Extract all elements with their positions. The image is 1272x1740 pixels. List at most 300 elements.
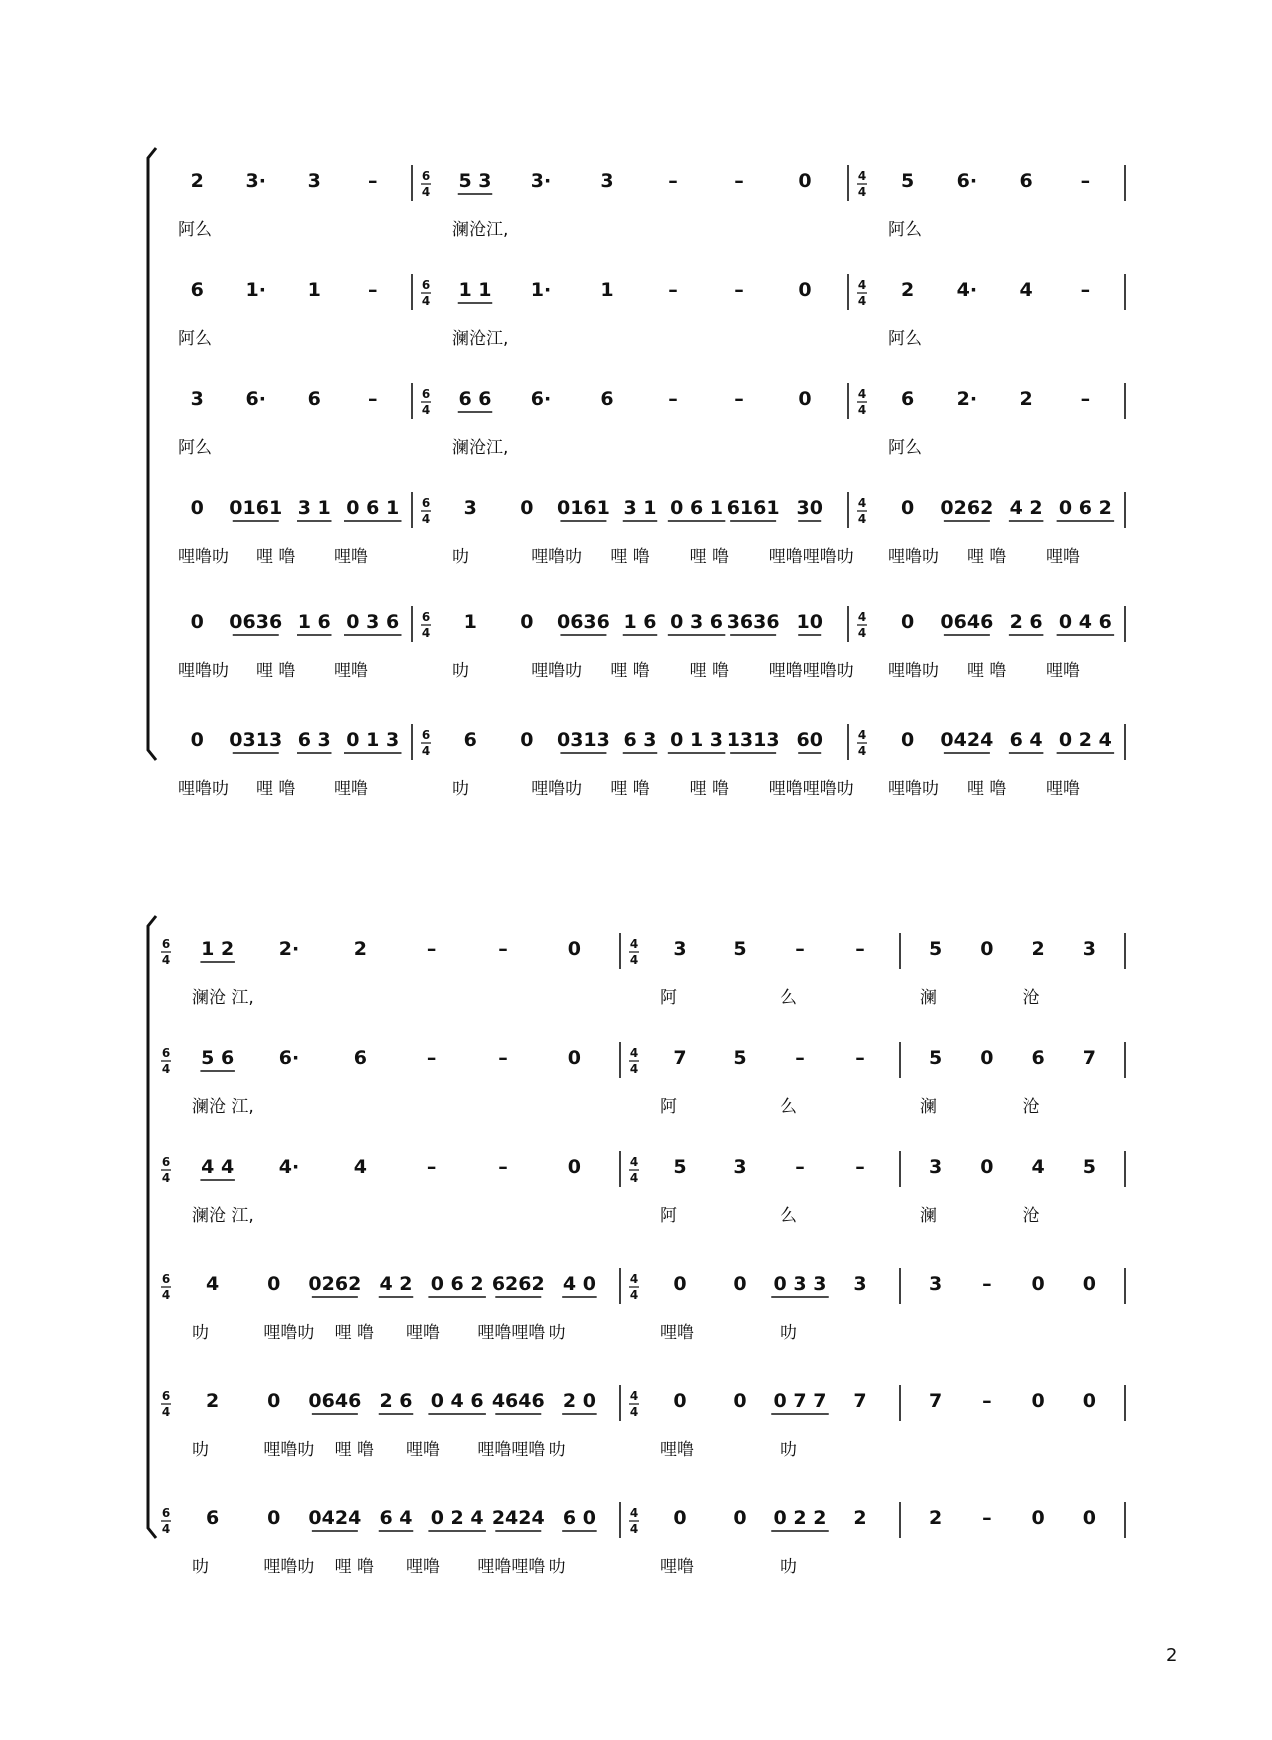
- lyric-syllable: 么: [780, 1206, 797, 1226]
- jianpu-note: –: [734, 388, 744, 410]
- jianpu-note: 0: [567, 1156, 581, 1178]
- time-signature-denominator: 4: [857, 512, 867, 526]
- jianpu-note: 0: [567, 938, 581, 960]
- jianpu-note: 5: [929, 1047, 943, 1069]
- jianpu-note: 5: [929, 938, 943, 960]
- jianpu-note: 5 6: [201, 1047, 235, 1069]
- time-signature-numerator: 6: [421, 387, 431, 401]
- time-signature-numerator: 4: [629, 1046, 639, 1060]
- jianpu-note: 0646: [308, 1390, 362, 1412]
- jianpu-note: 3: [853, 1273, 867, 1295]
- jianpu-note: 0: [980, 1156, 994, 1178]
- lyric-syllable: 哩噜: [660, 1557, 694, 1577]
- lyric-syllable: 叻: [452, 779, 469, 799]
- jianpu-note: 1 2: [201, 938, 235, 960]
- jianpu-note: 0161: [229, 497, 283, 519]
- jianpu-note: 0: [798, 170, 812, 192]
- jianpu-note: 0 1 3: [346, 729, 400, 751]
- jianpu-note: 6·: [278, 1047, 300, 1069]
- lyric-syllable: 叻: [452, 661, 469, 681]
- jianpu-note: 0: [1082, 1390, 1096, 1412]
- jianpu-note: 7: [929, 1390, 943, 1412]
- jianpu-note: 0: [798, 388, 812, 410]
- lyric-syllable: 澜沧 江,: [192, 1097, 254, 1117]
- jianpu-note: 0: [1031, 1390, 1045, 1412]
- lyric-syllable: 阿么: [178, 220, 212, 240]
- lyric-syllable: 哩噜: [660, 1440, 694, 1460]
- jianpu-note: 0: [1031, 1273, 1045, 1295]
- jianpu-note: 0 2 4: [1058, 729, 1112, 751]
- jianpu-note: –: [734, 279, 744, 301]
- time-signature-numerator: 6: [421, 278, 431, 292]
- lyric-syllable: 哩噜: [406, 1440, 440, 1460]
- time-signature-numerator: 4: [629, 1155, 639, 1169]
- jianpu-note: 6: [463, 729, 477, 751]
- jianpu-note: 3: [929, 1273, 943, 1295]
- jianpu-note: –: [855, 938, 865, 960]
- jianpu-note: 0: [190, 497, 204, 519]
- jianpu-note: 0161: [556, 497, 610, 519]
- time-signature-denominator: 4: [629, 1522, 639, 1536]
- jianpu-note: 6: [353, 1047, 367, 1069]
- jianpu-note: 0262: [308, 1273, 362, 1295]
- lyric-syllable: 哩噜叻: [888, 661, 939, 681]
- jianpu-note: 0: [1082, 1507, 1096, 1529]
- jianpu-note: 0 4 6: [430, 1390, 484, 1412]
- jianpu-note: –: [498, 938, 508, 960]
- jianpu-note: 3·: [245, 170, 266, 192]
- jianpu-note: 0: [190, 611, 204, 633]
- jianpu-note: 1: [307, 279, 321, 301]
- jianpu-note: –: [795, 1156, 805, 1178]
- jianpu-note: 0: [1031, 1507, 1045, 1529]
- lyric-syllable: 阿么: [888, 220, 922, 240]
- jianpu-note: 1 6: [623, 611, 657, 633]
- lyric-syllable: 哩 噜: [689, 779, 730, 799]
- lyric-syllable: 哩噜: [1046, 661, 1080, 681]
- jianpu-note: 0 6 1: [670, 497, 724, 519]
- jianpu-note: 2424: [491, 1507, 545, 1529]
- jianpu-note: 0 3 3: [773, 1273, 827, 1295]
- jianpu-note: –: [1080, 170, 1091, 192]
- jianpu-note: –: [426, 1047, 437, 1069]
- lyric-syllable: 阿: [660, 1206, 677, 1226]
- jianpu-note: 6: [205, 1507, 220, 1529]
- jianpu-note: 30: [796, 497, 823, 519]
- lyric-syllable: 哩噜: [406, 1323, 440, 1343]
- jianpu-note: 4·: [278, 1156, 300, 1178]
- jianpu-note: 6·: [245, 388, 266, 410]
- jianpu-note: 6: [1031, 1047, 1045, 1069]
- jianpu-note: 6 0: [562, 1507, 596, 1529]
- lyric-syllable: 哩噜哩噜: [477, 1440, 546, 1460]
- jianpu-note: 0424: [940, 729, 994, 751]
- jianpu-note: –: [368, 388, 378, 410]
- jianpu-note: –: [855, 1047, 865, 1069]
- lyric-syllable: 沧: [1022, 1097, 1040, 1117]
- time-signature-numerator: 4: [857, 169, 867, 183]
- time-signature-numerator: 6: [161, 1046, 171, 1060]
- jianpu-note: 1 1: [458, 279, 492, 301]
- jianpu-note: 0636: [556, 611, 610, 633]
- jianpu-note: 1313: [726, 729, 780, 751]
- time-signature-numerator: 6: [421, 610, 431, 624]
- jianpu-note: 6: [307, 388, 321, 410]
- time-signature-denominator: 4: [857, 294, 867, 308]
- jianpu-note: 0: [267, 1273, 281, 1295]
- lyric-syllable: 哩噜叻: [178, 547, 229, 567]
- lyric-syllable: 叻: [780, 1557, 797, 1577]
- jianpu-note: 2 6: [1009, 611, 1043, 633]
- jianpu-note: 3: [600, 170, 614, 192]
- time-signature-numerator: 4: [629, 1272, 639, 1286]
- jianpu-note: 6·: [956, 170, 978, 192]
- jianpu-note: 0262: [940, 497, 994, 519]
- lyric-syllable: 叻: [192, 1557, 209, 1577]
- jianpu-note: –: [734, 170, 744, 192]
- jianpu-note: 3636: [726, 611, 780, 633]
- lyric-syllable: 澜: [920, 1097, 937, 1117]
- jianpu-note: 0: [980, 1047, 994, 1069]
- lyric-syllable: 阿么: [178, 438, 212, 458]
- jianpu-note: –: [982, 1390, 992, 1412]
- lyric-syllable: 哩 噜: [967, 547, 1007, 567]
- lyric-syllable: 哩噜: [1046, 547, 1080, 567]
- jianpu-note: 3: [190, 388, 204, 410]
- lyric-syllable: 哩噜叻: [263, 1557, 315, 1577]
- time-signature-denominator: 4: [857, 744, 867, 758]
- jianpu-note: 0 6 2: [430, 1273, 484, 1295]
- jianpu-note: 0 3 6: [670, 611, 724, 633]
- lyric-syllable: 哩 噜: [334, 1440, 375, 1460]
- jianpu-note: 0: [733, 1390, 747, 1412]
- lyric-syllable: 哩 噜: [334, 1557, 375, 1577]
- jianpu-note: 2·: [278, 938, 300, 960]
- lyric-syllable: 哩 噜: [256, 779, 296, 799]
- lyric-syllable: 哩 噜: [610, 661, 650, 681]
- jianpu-note: 0: [267, 1507, 281, 1529]
- page-number: 2: [1166, 1645, 1178, 1666]
- lyric-syllable: 阿么: [178, 329, 212, 349]
- lyric-syllable: 阿么: [888, 329, 922, 349]
- jianpu-note: 6262: [491, 1273, 545, 1295]
- jianpu-note: 0: [673, 1273, 687, 1295]
- lyric-syllable: 叻: [548, 1323, 566, 1343]
- jianpu-note: –: [368, 279, 378, 301]
- lyric-syllable: 澜沧 江,: [192, 1206, 254, 1226]
- jianpu-note: 3·: [530, 170, 552, 192]
- time-signature-denominator: 4: [161, 1288, 171, 1302]
- lyric-syllable: 哩 噜: [610, 547, 650, 567]
- jianpu-note: 0: [798, 279, 812, 301]
- score-text: [162, 169, 1112, 1577]
- jianpu-note: 2: [1019, 388, 1033, 410]
- jianpu-note: 0: [1082, 1273, 1096, 1295]
- jianpu-note: 6: [1019, 170, 1033, 192]
- time-signature-denominator: 4: [161, 1062, 171, 1076]
- lyric-syllable: 哩 噜: [967, 779, 1007, 799]
- time-signature-numerator: 4: [857, 278, 867, 292]
- jianpu-note: 4 4: [201, 1156, 235, 1178]
- jianpu-note: 6·: [530, 388, 552, 410]
- lyric-syllable: 叻: [780, 1323, 797, 1343]
- jianpu-note: –: [498, 1047, 508, 1069]
- jianpu-note: 0646: [940, 611, 994, 633]
- jianpu-note: 6 3: [297, 729, 331, 751]
- lyric-syllable: 阿么: [888, 438, 922, 458]
- jianpu-note: 7: [673, 1047, 687, 1069]
- time-signature-numerator: 4: [857, 496, 867, 510]
- jianpu-note: 2: [901, 279, 915, 301]
- time-signature-numerator: 6: [421, 169, 431, 183]
- jianpu-note: 6 4: [1009, 729, 1043, 751]
- jianpu-note: 4 0: [562, 1273, 596, 1295]
- lyric-syllable: 澜沧江,: [452, 438, 509, 458]
- jianpu-note: 6161: [726, 497, 780, 519]
- time-signature-numerator: 4: [629, 1506, 639, 1520]
- jianpu-note: –: [426, 1156, 437, 1178]
- jianpu-note: 0: [901, 729, 915, 751]
- jianpu-note: 7: [853, 1390, 867, 1412]
- time-signature-numerator: 6: [421, 496, 431, 510]
- jianpu-note: –: [982, 1507, 992, 1529]
- jianpu-note: 0: [901, 497, 915, 519]
- lyric-syllable: 澜沧江,: [452, 329, 509, 349]
- time-signature-denominator: 4: [857, 185, 867, 199]
- lyric-syllable: 哩噜叻: [531, 779, 583, 799]
- jianpu-note: –: [795, 938, 805, 960]
- jianpu-note: 0313: [229, 729, 283, 751]
- jianpu-note: 0: [567, 1047, 581, 1069]
- jianpu-note: 2 0: [562, 1390, 596, 1412]
- jianpu-note: 5: [901, 170, 915, 192]
- jianpu-note: 0: [673, 1507, 687, 1529]
- lyric-syllable: 阿: [660, 1097, 677, 1117]
- lyric-syllable: 哩噜哩噜: [477, 1557, 546, 1577]
- jianpu-note: 5: [733, 1047, 747, 1069]
- lyric-syllable: 哩噜: [334, 661, 368, 681]
- jianpu-note: 3: [1082, 938, 1096, 960]
- jianpu-note: –: [426, 938, 437, 960]
- lyric-syllable: 哩噜: [1046, 779, 1080, 799]
- jianpu-note: 5: [733, 938, 747, 960]
- lyric-syllable: 哩噜叻: [888, 779, 939, 799]
- jianpu-note: 4 2: [1009, 497, 1043, 519]
- time-signature-denominator: 4: [161, 1405, 171, 1419]
- jianpu-note: –: [1080, 279, 1091, 301]
- jianpu-note: 6 6: [458, 388, 492, 410]
- jianpu-note: 0: [673, 1390, 687, 1412]
- lyric-syllable: 哩噜哩噜叻: [768, 547, 854, 567]
- time-signature-denominator: 4: [629, 1171, 639, 1185]
- lyric-syllable: 哩噜: [334, 547, 368, 567]
- lyric-syllable: 哩噜叻: [888, 547, 939, 567]
- time-signature-numerator: 4: [857, 387, 867, 401]
- jianpu-note: –: [982, 1273, 992, 1295]
- jianpu-note: 0 1 3: [670, 729, 724, 751]
- lyric-syllable: 哩噜叻: [531, 661, 583, 681]
- time-signature-denominator: 4: [421, 294, 431, 308]
- jianpu-note: 0 6 2: [1058, 497, 1112, 519]
- jianpu-note: 0: [520, 611, 534, 633]
- lyric-syllable: 哩噜叻: [263, 1440, 315, 1460]
- jianpu-note: 3: [733, 1156, 747, 1178]
- jianpu-note: 4: [1031, 1156, 1045, 1178]
- time-signature-denominator: 4: [857, 403, 867, 417]
- lyric-syllable: 哩 噜: [256, 547, 296, 567]
- system-bracket: [148, 148, 156, 760]
- jianpu-note: 3: [307, 170, 321, 192]
- time-signature-denominator: 4: [421, 744, 431, 758]
- time-signature-denominator: 4: [421, 626, 431, 640]
- jianpu-note: 4: [1019, 279, 1033, 301]
- jianpu-note: 0 6 1: [346, 497, 400, 519]
- lyric-syllable: 哩噜: [334, 779, 368, 799]
- jianpu-note: –: [668, 279, 678, 301]
- lyric-syllable: 沧: [1022, 988, 1040, 1008]
- time-signature-numerator: 6: [421, 728, 431, 742]
- lyric-syllable: 澜: [920, 1206, 937, 1226]
- jianpu-note: 1·: [245, 279, 266, 301]
- jianpu-note: 1 6: [297, 611, 331, 633]
- lyric-syllable: 哩噜: [406, 1557, 440, 1577]
- jianpu-note: –: [795, 1047, 805, 1069]
- jianpu-note: 0: [733, 1273, 747, 1295]
- jianpu-note: 2: [205, 1390, 220, 1412]
- lyric-syllable: 叻: [192, 1323, 209, 1343]
- lyric-syllable: 叻: [452, 547, 469, 567]
- lyric-syllable: 沧: [1022, 1206, 1040, 1226]
- time-signature-denominator: 4: [629, 1062, 639, 1076]
- jianpu-note: –: [855, 1156, 865, 1178]
- lyric-syllable: 哩噜: [660, 1323, 694, 1343]
- time-signature-denominator: 4: [421, 512, 431, 526]
- jianpu-note: 6: [600, 388, 614, 410]
- lyric-syllable: 哩噜叻: [178, 661, 229, 681]
- jianpu-note: 2: [190, 170, 204, 192]
- time-signature-denominator: 4: [161, 1522, 171, 1536]
- jianpu-note: 0: [520, 729, 534, 751]
- jianpu-note: –: [668, 388, 678, 410]
- jianpu-note: 3 1: [623, 497, 657, 519]
- jianpu-note: 1·: [530, 279, 552, 301]
- time-signature-numerator: 4: [857, 728, 867, 742]
- jianpu-note: 6: [190, 279, 204, 301]
- lyric-syllable: 叻: [548, 1440, 566, 1460]
- lyric-syllable: 哩噜叻: [531, 547, 583, 567]
- lyric-syllable: 叻: [780, 1440, 797, 1460]
- jianpu-note: 4646: [491, 1390, 545, 1412]
- time-signature-numerator: 6: [161, 937, 171, 951]
- jianpu-note: 0 2 4: [430, 1507, 484, 1529]
- jianpu-note: 4·: [956, 279, 978, 301]
- jianpu-note: 2: [353, 938, 367, 960]
- lyric-syllable: 哩噜哩噜叻: [768, 661, 854, 681]
- jianpu-note: 0: [190, 729, 204, 751]
- lyric-syllable: 么: [780, 1097, 797, 1117]
- jianpu-note: 4: [353, 1156, 367, 1178]
- jianpu-note: 1: [463, 611, 477, 633]
- jianpu-note: 0313: [556, 729, 610, 751]
- time-signature-numerator: 6: [161, 1272, 171, 1286]
- lyric-syllable: 阿: [660, 988, 677, 1008]
- jianpu-note: –: [368, 170, 378, 192]
- lyric-syllable: 哩 噜: [256, 661, 296, 681]
- jianpu-note: –: [668, 170, 678, 192]
- time-signature-denominator: 4: [857, 626, 867, 640]
- system-bracket: [148, 916, 156, 1538]
- time-signature-denominator: 4: [421, 185, 431, 199]
- lyric-syllable: 哩 噜: [689, 661, 730, 681]
- lyric-syllable: 哩噜叻: [178, 779, 229, 799]
- jianpu-note: 0 4 6: [1058, 611, 1112, 633]
- jianpu-note: 6: [901, 388, 915, 410]
- lyric-syllable: 澜沧 江,: [192, 988, 254, 1008]
- jianpu-note: 10: [796, 611, 823, 633]
- time-signature-denominator: 4: [161, 1171, 171, 1185]
- jianpu-note: 0424: [308, 1507, 362, 1529]
- jianpu-note: 3 1: [297, 497, 331, 519]
- time-signature-numerator: 4: [857, 610, 867, 624]
- time-signature-denominator: 4: [629, 1288, 639, 1302]
- lyric-syllable: 叻: [192, 1440, 209, 1460]
- jianpu-note: 2: [853, 1507, 867, 1529]
- jianpu-note: 6 4: [379, 1507, 413, 1529]
- jianpu-note: 0 2 2: [773, 1507, 827, 1529]
- lyric-syllable: 哩 噜: [610, 779, 650, 799]
- time-signature-denominator: 4: [629, 953, 639, 967]
- jianpu-note: 0 7 7: [773, 1390, 827, 1412]
- lyric-syllable: 哩噜哩噜: [477, 1323, 546, 1343]
- lyric-syllable: 哩 噜: [967, 661, 1007, 681]
- jianpu-note: 0: [520, 497, 534, 519]
- jianpu-note: 5: [673, 1156, 687, 1178]
- jianpu-note: 0 3 6: [346, 611, 400, 633]
- jianpu-note: –: [1080, 388, 1091, 410]
- jianpu-note: 2: [1031, 938, 1045, 960]
- jianpu-note: 2·: [956, 388, 978, 410]
- time-signature-numerator: 6: [161, 1506, 171, 1520]
- jianpu-note: 0: [267, 1390, 281, 1412]
- time-signature-numerator: 4: [629, 1389, 639, 1403]
- jianpu-note: 6 3: [623, 729, 657, 751]
- time-signature-denominator: 4: [161, 953, 171, 967]
- time-signature-numerator: 4: [629, 937, 639, 951]
- lyric-syllable: 澜: [920, 988, 937, 1008]
- lyric-syllable: 哩 噜: [334, 1323, 375, 1343]
- lyric-syllable: 哩噜哩噜叻: [768, 779, 854, 799]
- time-signature-numerator: 6: [161, 1389, 171, 1403]
- time-signature-denominator: 4: [629, 1405, 639, 1419]
- jianpu-note: 3: [929, 1156, 943, 1178]
- jianpu-note: 1: [600, 279, 614, 301]
- jianpu-note: 4 2: [379, 1273, 413, 1295]
- lyric-syllable: 哩 噜: [689, 547, 730, 567]
- lyric-syllable: 澜沧江,: [452, 220, 509, 240]
- jianpu-note: 7: [1082, 1047, 1096, 1069]
- jianpu-note: 0: [980, 938, 994, 960]
- jianpu-note: 0636: [229, 611, 283, 633]
- jianpu-note: 4: [205, 1273, 220, 1295]
- jianpu-note: –: [498, 1156, 508, 1178]
- jianpu-note: 0: [733, 1507, 747, 1529]
- lyric-syllable: 么: [780, 988, 797, 1008]
- jianpu-note: 2 6: [379, 1390, 413, 1412]
- jianpu-note: 3: [673, 938, 687, 960]
- jianpu-note: 0: [901, 611, 915, 633]
- time-signature-numerator: 6: [161, 1155, 171, 1169]
- jianpu-note: 5: [1082, 1156, 1096, 1178]
